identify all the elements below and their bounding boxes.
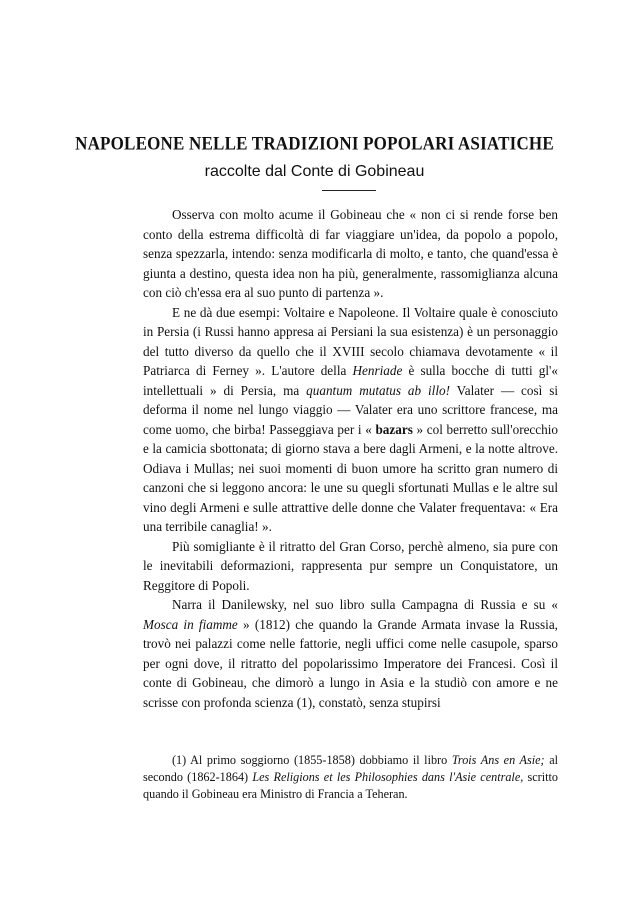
text-span: (1) Al primo soggiorno (1855-1858) dobbiamo il libro xyxy=(172,753,452,767)
bold-word-bazars: bazars xyxy=(375,421,413,437)
body-text xyxy=(143,205,558,712)
paragraph-3: Più somigliante è il ritratto del Gran Corso, perchè almeno, sia pure con le inevitabili deformazioni, rappresenta pur sempre un Conquistatore, un Reggitore di Popoli. xyxy=(143,538,558,593)
paragraph-2 xyxy=(143,303,558,537)
italic-title-mosca: Mosca in fiamme xyxy=(143,616,238,632)
text-span: al secondo (1862-1864) xyxy=(143,753,558,784)
italic-latin-quote: quantum mutatus ab illo! xyxy=(306,382,450,398)
chapter-title: NAPOLEONE NELLE TRADIZIONI POPOLARI ASIATICHE xyxy=(75,132,554,155)
italic-title-trois-ans: Trois Ans en Asie; xyxy=(451,753,545,767)
footnote xyxy=(143,752,558,803)
title-divider xyxy=(322,190,376,191)
text-span: è sulla bocche di tutti gl'« intellettuali » di Persia, ma xyxy=(143,363,558,398)
text-span: scritto quando il Gobineau era Ministro di Francia a Teheran. xyxy=(143,770,558,801)
text-span: » col berretto sull'orecchio e la camicia sbottonata; di giorno stava a bere dagli Armeni, e la notte altrove. Odiava i Mullas; nei suoi momenti di buon umore ha scritto gran numero di canzoni che si leggono ancora: le une su quegli sfortunati Mullas e le altre sul vino degli Armeni e sulle attrattive delle donne che Valater frequentava: « Era una terribile canaglia! ». xyxy=(143,421,558,534)
italic-title-henriade: Henriade xyxy=(352,363,403,378)
footnote-1 xyxy=(143,752,558,803)
paragraph-1: Osserva con molto acume il Gobineau che « non ci si rende forse ben conto della estrema difficoltà di far viaggiare un'idea, da popolo a popolo, senza spezzarla, intendo: senza modificarla di molto, e tanto, che quand'essa è giunta a destino, questa idea non ha più, generalmente, rassomiglianza alcuna con ciò ch'essa era al suo punto di partenza ». xyxy=(143,207,558,300)
text-span: Narra il Danilewsky, nel suo libro sulla Campagna di Russia e su « xyxy=(172,597,558,612)
paragraph-4 xyxy=(143,595,558,712)
italic-title-religions: Les Religions et les Philosophies dans l'Asie centrale, xyxy=(252,770,524,784)
text-span: Valater — così si deforma il nome nel lungo viaggio — Valater era uno scrittore francese, ma come uomo, che birba! Passeggiava per i « xyxy=(143,382,559,437)
text-span: » (1812) che quando la Grande Armata invase la Russia, trovò nei palazzi come nelle fattorie, negli uffici come nelle casupole, sparso per ogni dove, il ritratto del popolarissimo Imperatore dei Francesi. Così il conte di Gobineau, che dimorò a lungo in Asia e la studiò con amore e ne scrisse con profonda scienza (1), constatò, senza stupirsi xyxy=(143,616,558,710)
chapter-subtitle: raccolte dal Conte di Gobineau xyxy=(204,163,425,180)
text-span: E ne dà due esempi: Voltaire e Napoleone. Il Voltaire quale è conosciuto in Persia (i Russi hanno appresa ai Persiani la sua esistenza) è un personaggio del tutto diverso da quello che il XVIII secolo chiamava devotamente « il Patriarca di Ferney ». L'autore della xyxy=(143,304,558,378)
